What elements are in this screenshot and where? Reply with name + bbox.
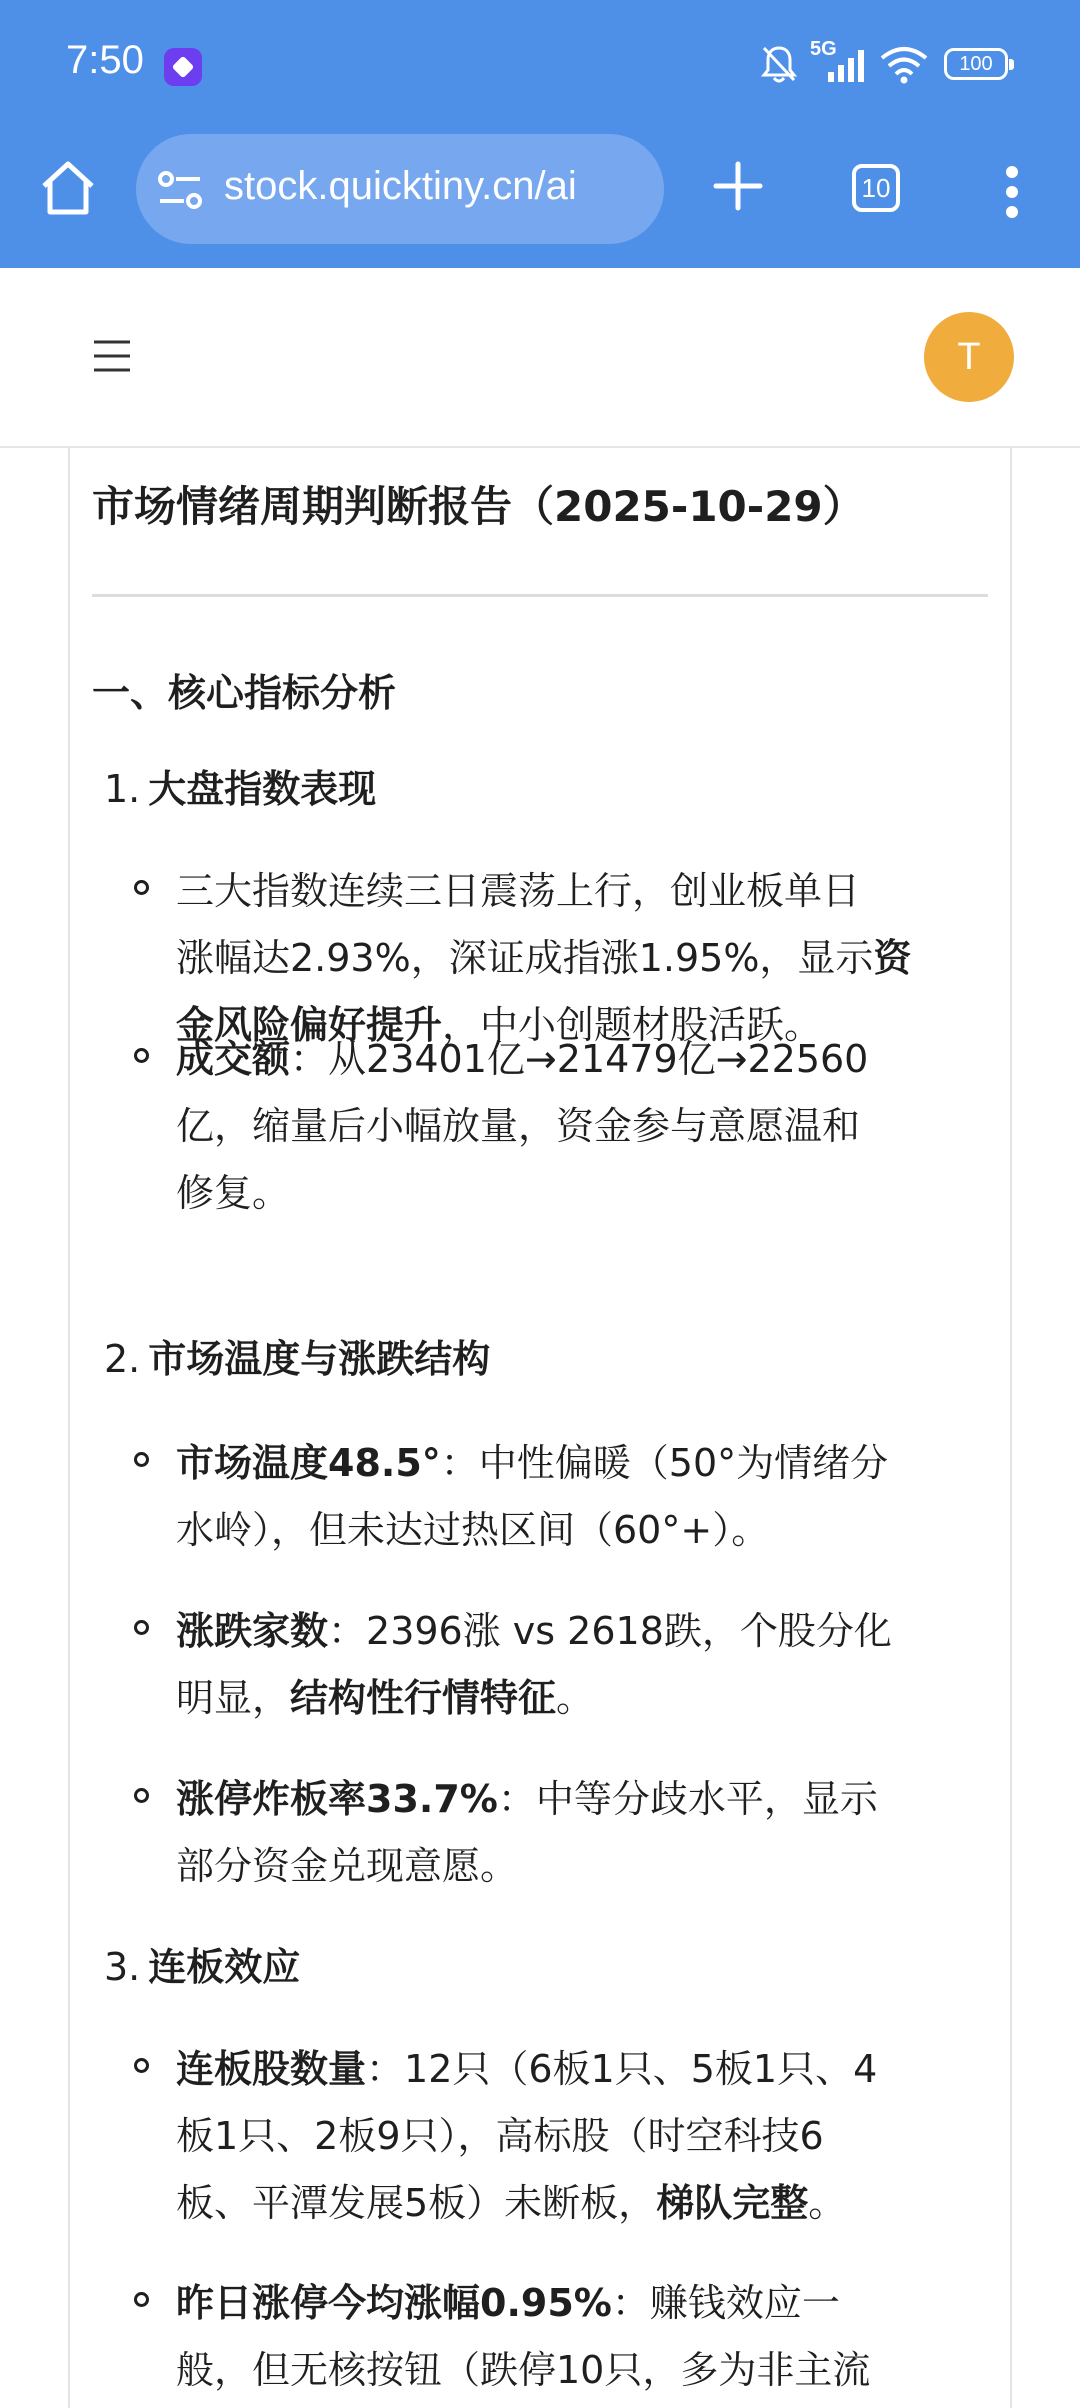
bullet-text: 。 — [556, 1676, 595, 1720]
status-bar — [0, 0, 1080, 130]
bullet-bold-text: 成交额 — [176, 1037, 291, 1081]
bullet-text: 修复。 — [176, 1171, 291, 1215]
new-tab-icon[interactable] — [706, 154, 770, 218]
bullet-text: 般，但无核按钮（跌停10只，多为非主流 — [176, 2348, 871, 2392]
list-item-title: 大盘指数表现 — [148, 767, 377, 811]
battery-indicator: 100 — [944, 48, 1008, 80]
list-number: 1. — [104, 767, 141, 811]
bullet-item — [176, 2270, 992, 2404]
bullet-circle-icon — [134, 2292, 149, 2307]
list-number: 2. — [104, 1337, 141, 1381]
signal-icon — [828, 50, 868, 82]
report-title: 市场情绪周期判断报告（2025-10-29） — [92, 482, 865, 531]
list-number: 3. — [104, 1945, 141, 1989]
list-item-heading — [104, 1328, 490, 1383]
bullet-item — [176, 1430, 992, 1564]
bullet-text: ：中等分歧水平，显示 — [497, 1777, 878, 1821]
bullet-item — [176, 1766, 992, 1900]
bullet-text: 。 — [808, 2181, 847, 2225]
bullet-text: ：2396涨 vs 2618跌，个股分化 — [328, 1609, 892, 1653]
bullet-circle-icon — [134, 880, 149, 895]
list-item-title: 连板效应 — [148, 1945, 301, 1989]
bullet-text: ，中小创题材股活跃。 — [442, 1003, 823, 1047]
browser-chrome — [0, 0, 1080, 268]
bullet-text: 亿，缩量后小幅放量，资金参与意愿温和 — [176, 1104, 861, 1148]
status-time: 7:50 — [66, 38, 144, 82]
list-item-heading — [104, 758, 376, 813]
menu-icon[interactable] — [90, 334, 134, 378]
url-text[interactable]: stock.quicktiny.cn/ai — [224, 164, 577, 208]
bullet-text: 板1只、2板9只），高标股（时空科技6 — [176, 2114, 824, 2158]
bullet-text: ：中性偏暖（50°为情绪分 — [440, 1441, 889, 1485]
bullet-bold-text: 结构性行情特征 — [290, 1676, 557, 1720]
bullet-text: 明显， — [176, 1676, 291, 1720]
bullet-text: 涨幅达2.93%，深证成指涨1.95%，显示 — [176, 936, 874, 980]
url-toolbar — [0, 130, 1080, 268]
tab-switcher-button[interactable]: 10 — [852, 164, 900, 212]
bullet-text: 三大指数连续三日震荡上行，创业板单日 — [176, 869, 861, 913]
home-icon[interactable] — [36, 156, 100, 220]
bullet-item — [176, 1026, 992, 1227]
more-options-icon[interactable] — [996, 160, 1028, 224]
bullet-item — [176, 2036, 992, 2237]
bullet-text: 板、平潭发展5板）未断板， — [176, 2181, 657, 2225]
bullet-text: ：12只（6板1只、5板1只、4 — [366, 2047, 878, 2091]
list-item-heading — [104, 1936, 300, 1991]
network-type-label: 5G — [810, 38, 837, 60]
bullet-bold-text: 市场温度48.5° — [176, 1441, 441, 1485]
site-settings-icon[interactable] — [156, 168, 204, 212]
bullet-bold-text: 涨跌家数 — [176, 1609, 329, 1653]
bullet-circle-icon — [134, 1788, 149, 1803]
bullet-text: ：从23401亿→21479亿→22560 — [290, 1037, 869, 1081]
site-header — [0, 268, 1080, 448]
bullet-circle-icon — [134, 1452, 149, 1467]
bullet-circle-icon — [134, 1620, 149, 1635]
bullet-item — [176, 1598, 992, 1732]
section-heading: 一、核心指标分析 — [92, 671, 397, 715]
bullet-bold-text: 梯队完整 — [656, 2181, 809, 2225]
bullet-bold-text: 连板股数量 — [176, 2047, 367, 2091]
bullet-text: ：赚钱效应一 — [611, 2281, 840, 2325]
bullet-circle-icon — [134, 2058, 149, 2073]
app-notification-icon — [164, 48, 202, 86]
bullet-bold-text: 资 — [873, 936, 912, 980]
bullet-bold-text: 昨日涨停今均涨幅0.95% — [176, 2281, 612, 2325]
user-avatar[interactable]: T — [924, 312, 1014, 402]
bullet-bold-text: 金风险偏好提升 — [176, 1003, 443, 1047]
bullet-text: 水岭），但未达过热区间（60°+）。 — [176, 1508, 770, 1552]
bullet-bold-text: 涨停炸板率33.7% — [176, 1777, 498, 1821]
bullet-text: 部分资金兑现意愿。 — [176, 1844, 519, 1888]
list-item-title: 市场温度与涨跌结构 — [148, 1337, 491, 1381]
address-bar[interactable] — [136, 134, 664, 244]
wifi-icon — [880, 46, 928, 84]
mute-bell-icon — [760, 44, 798, 84]
divider — [92, 594, 988, 597]
bullet-circle-icon — [134, 1048, 149, 1063]
